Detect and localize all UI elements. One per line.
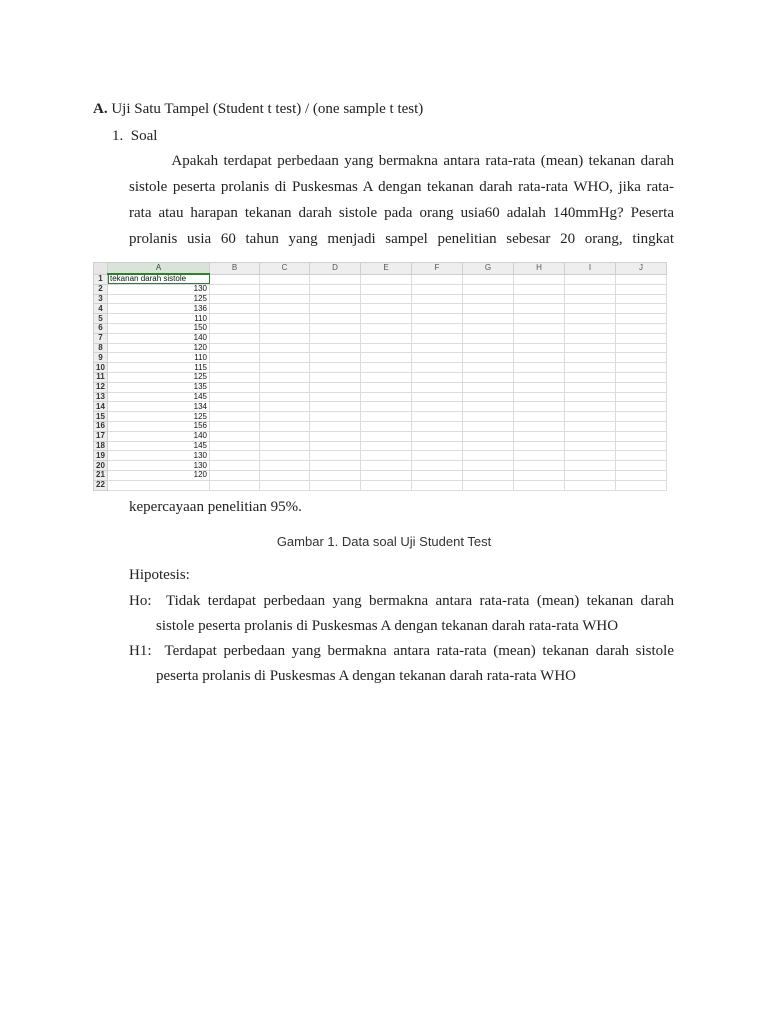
- column-header-b[interactable]: B: [210, 263, 260, 275]
- cell-value[interactable]: 145: [108, 392, 210, 402]
- empty-cell[interactable]: [412, 333, 463, 343]
- empty-cell[interactable]: [361, 274, 412, 284]
- empty-cell[interactable]: [361, 392, 412, 402]
- empty-cell[interactable]: [463, 333, 514, 343]
- empty-cell[interactable]: [463, 421, 514, 431]
- row-header[interactable]: 9: [94, 353, 108, 363]
- empty-cell[interactable]: [310, 353, 361, 363]
- empty-cell[interactable]: [463, 274, 514, 284]
- empty-cell[interactable]: [210, 451, 260, 461]
- empty-cell[interactable]: [616, 480, 667, 490]
- empty-cell[interactable]: [361, 372, 412, 382]
- empty-cell[interactable]: [463, 304, 514, 314]
- empty-cell[interactable]: [260, 402, 310, 412]
- empty-cell[interactable]: [463, 461, 514, 471]
- section-label: A.: [93, 101, 108, 117]
- empty-cell[interactable]: [260, 431, 310, 441]
- row-header[interactable]: 21: [94, 470, 108, 480]
- column-header-e[interactable]: E: [361, 263, 412, 275]
- h0-line: Ho: Tidak terdapat perbedaan yang bermakna antara rata-rata (mean) tekanan darah: [129, 593, 674, 609]
- cell-value[interactable]: 135: [108, 382, 210, 392]
- empty-cell[interactable]: [210, 353, 260, 363]
- empty-cell[interactable]: [565, 304, 616, 314]
- table-row: [94, 294, 667, 304]
- table-row: [94, 470, 667, 480]
- empty-cell[interactable]: [260, 461, 310, 471]
- empty-cell[interactable]: [616, 451, 667, 461]
- table-row: [94, 461, 667, 471]
- column-header-c[interactable]: C: [260, 263, 310, 275]
- row-header[interactable]: 18: [94, 441, 108, 451]
- table-row: [94, 441, 667, 451]
- empty-cell[interactable]: [260, 470, 310, 480]
- empty-cell[interactable]: [210, 402, 260, 412]
- table-row: [94, 412, 667, 422]
- empty-cell[interactable]: [412, 412, 463, 422]
- empty-cell[interactable]: [260, 412, 310, 422]
- empty-cell[interactable]: [210, 461, 260, 471]
- empty-cell[interactable]: [514, 480, 565, 490]
- h1-line: peserta prolanis di Puskesmas A dengan tekanan darah rata-rata WHO: [156, 668, 576, 684]
- empty-cell[interactable]: [514, 470, 565, 480]
- row-header[interactable]: 11: [94, 372, 108, 382]
- empty-cell[interactable]: [616, 294, 667, 304]
- empty-cell[interactable]: [616, 470, 667, 480]
- empty-cell[interactable]: [260, 392, 310, 402]
- empty-cell[interactable]: [412, 343, 463, 353]
- select-all-corner[interactable]: [94, 263, 108, 275]
- table-row: [94, 480, 667, 490]
- question-paragraph: [129, 148, 674, 252]
- cell-value[interactable]: 120: [108, 470, 210, 480]
- empty-cell[interactable]: [260, 372, 310, 382]
- empty-cell[interactable]: [463, 353, 514, 363]
- empty-cell[interactable]: [412, 323, 463, 333]
- row-header[interactable]: 7: [94, 333, 108, 343]
- empty-cell[interactable]: [260, 323, 310, 333]
- column-header-j[interactable]: J: [616, 263, 667, 275]
- empty-cell[interactable]: [616, 284, 667, 294]
- empty-cell[interactable]: [616, 392, 667, 402]
- empty-cell[interactable]: [412, 353, 463, 363]
- empty-cell[interactable]: [514, 274, 565, 284]
- empty-cell[interactable]: [514, 294, 565, 304]
- empty-cell[interactable]: [260, 333, 310, 343]
- empty-cell[interactable]: [260, 284, 310, 294]
- cell-value[interactable]: 140: [108, 333, 210, 343]
- empty-cell[interactable]: [260, 314, 310, 324]
- question-line: prolanis usia 60 tahun yang menjadi sampel penelitian sebesar 20 orang, tingkat: [129, 231, 674, 247]
- empty-cell[interactable]: [463, 431, 514, 441]
- empty-cell[interactable]: [412, 314, 463, 324]
- row-header[interactable]: 5: [94, 314, 108, 324]
- cell-value[interactable]: 134: [108, 402, 210, 412]
- empty-cell[interactable]: [210, 323, 260, 333]
- empty-cell[interactable]: [616, 431, 667, 441]
- empty-cell[interactable]: [514, 372, 565, 382]
- row-header[interactable]: 1: [94, 274, 108, 284]
- question-continuation: [129, 494, 674, 520]
- empty-cell[interactable]: [514, 441, 565, 451]
- empty-cell[interactable]: [565, 431, 616, 441]
- empty-cell[interactable]: [310, 441, 361, 451]
- empty-cell[interactable]: [514, 461, 565, 471]
- hypothesis-title: Hipotesis:: [129, 567, 190, 583]
- empty-cell[interactable]: [310, 392, 361, 402]
- empty-cell[interactable]: [361, 470, 412, 480]
- empty-cell[interactable]: [616, 333, 667, 343]
- empty-cell[interactable]: [565, 353, 616, 363]
- empty-cell[interactable]: [616, 274, 667, 284]
- empty-cell[interactable]: [412, 372, 463, 382]
- table-row: [94, 392, 667, 402]
- empty-cell[interactable]: [361, 421, 412, 431]
- subsection-label: 1.: [112, 128, 124, 144]
- empty-cell[interactable]: [412, 363, 463, 373]
- empty-cell[interactable]: [412, 304, 463, 314]
- empty-cell[interactable]: [210, 441, 260, 451]
- empty-cell[interactable]: [565, 372, 616, 382]
- empty-cell[interactable]: [361, 402, 412, 412]
- cell-value[interactable]: 130: [108, 461, 210, 471]
- hypothesis-h0: [129, 589, 674, 639]
- empty-cell[interactable]: [310, 470, 361, 480]
- empty-cell[interactable]: [412, 451, 463, 461]
- empty-cell[interactable]: [514, 284, 565, 294]
- row-header[interactable]: 4: [94, 304, 108, 314]
- empty-cell[interactable]: [260, 274, 310, 284]
- empty-cell[interactable]: [463, 441, 514, 451]
- empty-cell[interactable]: [514, 431, 565, 441]
- row-header[interactable]: 10: [94, 363, 108, 373]
- empty-cell[interactable]: [210, 343, 260, 353]
- empty-cell[interactable]: [361, 343, 412, 353]
- table-row: [94, 343, 667, 353]
- table-row: [94, 431, 667, 441]
- empty-cell[interactable]: [565, 451, 616, 461]
- spreadsheet-table: [93, 262, 667, 491]
- empty-cell[interactable]: [616, 382, 667, 392]
- empty-cell[interactable]: [514, 323, 565, 333]
- empty-cell[interactable]: [616, 314, 667, 324]
- cell-value[interactable]: 120: [108, 343, 210, 353]
- empty-cell[interactable]: [260, 421, 310, 431]
- empty-cell[interactable]: [210, 314, 260, 324]
- empty-cell[interactable]: [108, 480, 210, 490]
- row-header[interactable]: 16: [94, 421, 108, 431]
- cell-value[interactable]: 110: [108, 314, 210, 324]
- cell-a1-header[interactable]: tekanan darah sistole: [108, 274, 210, 284]
- empty-cell[interactable]: [210, 412, 260, 422]
- empty-cell[interactable]: [565, 323, 616, 333]
- cell-value[interactable]: 125: [108, 412, 210, 422]
- spreadsheet-image: [93, 262, 675, 491]
- column-header-i[interactable]: I: [565, 263, 616, 275]
- empty-cell[interactable]: [210, 431, 260, 441]
- empty-cell[interactable]: [565, 441, 616, 451]
- empty-cell[interactable]: [210, 372, 260, 382]
- empty-cell[interactable]: [463, 382, 514, 392]
- row-header[interactable]: 13: [94, 392, 108, 402]
- row-header[interactable]: 15: [94, 412, 108, 422]
- column-header-g[interactable]: G: [463, 263, 514, 275]
- cell-value[interactable]: 130: [108, 284, 210, 294]
- empty-cell[interactable]: [412, 392, 463, 402]
- empty-cell[interactable]: [565, 421, 616, 431]
- empty-cell[interactable]: [514, 314, 565, 324]
- row-header[interactable]: 12: [94, 382, 108, 392]
- row-header[interactable]: 14: [94, 402, 108, 412]
- empty-cell[interactable]: [361, 480, 412, 490]
- empty-cell[interactable]: [210, 284, 260, 294]
- empty-cell[interactable]: [210, 480, 260, 490]
- empty-cell[interactable]: [310, 333, 361, 343]
- row-header[interactable]: 22: [94, 480, 108, 490]
- empty-cell[interactable]: [260, 382, 310, 392]
- empty-cell[interactable]: [210, 333, 260, 343]
- empty-cell[interactable]: [260, 294, 310, 304]
- empty-cell[interactable]: [361, 284, 412, 294]
- cell-value[interactable]: 145: [108, 441, 210, 451]
- cell-value[interactable]: 136: [108, 304, 210, 314]
- empty-cell[interactable]: [210, 274, 260, 284]
- empty-cell[interactable]: [310, 480, 361, 490]
- column-header-f[interactable]: F: [412, 263, 463, 275]
- empty-cell[interactable]: [310, 421, 361, 431]
- empty-cell[interactable]: [310, 343, 361, 353]
- empty-cell[interactable]: [616, 304, 667, 314]
- empty-cell[interactable]: [412, 480, 463, 490]
- empty-cell[interactable]: [260, 451, 310, 461]
- empty-cell[interactable]: [361, 333, 412, 343]
- hypothesis-h1: [129, 639, 674, 689]
- empty-cell[interactable]: [565, 392, 616, 402]
- column-header-d[interactable]: D: [310, 263, 361, 275]
- empty-cell[interactable]: [412, 294, 463, 304]
- cell-value[interactable]: 156: [108, 421, 210, 431]
- cell-value[interactable]: 130: [108, 451, 210, 461]
- question-line: kepercayaan penelitian 95%.: [129, 499, 302, 515]
- section-heading: [93, 101, 423, 118]
- row-header[interactable]: 3: [94, 294, 108, 304]
- empty-cell[interactable]: [361, 461, 412, 471]
- subsection-title: Soal: [130, 128, 158, 144]
- empty-cell[interactable]: [412, 382, 463, 392]
- empty-cell[interactable]: [361, 314, 412, 324]
- empty-cell[interactable]: [310, 402, 361, 412]
- empty-cell[interactable]: [514, 402, 565, 412]
- empty-cell[interactable]: [260, 480, 310, 490]
- empty-cell[interactable]: [463, 480, 514, 490]
- empty-cell[interactable]: [565, 363, 616, 373]
- cell-value[interactable]: 125: [108, 294, 210, 304]
- empty-cell[interactable]: [514, 421, 565, 431]
- empty-cell[interactable]: [463, 343, 514, 353]
- empty-cell[interactable]: [463, 372, 514, 382]
- empty-cell[interactable]: [310, 274, 361, 284]
- empty-cell[interactable]: [361, 323, 412, 333]
- empty-cell[interactable]: [616, 343, 667, 353]
- empty-cell[interactable]: [310, 431, 361, 441]
- empty-cell[interactable]: [565, 470, 616, 480]
- empty-cell[interactable]: [361, 431, 412, 441]
- table-row: [94, 323, 667, 333]
- empty-cell[interactable]: [565, 382, 616, 392]
- question-line: rata atau harapan tekanan darah sistole pada orang usia60 adalah 140mmHg? Peserta: [129, 205, 674, 221]
- empty-cell[interactable]: [310, 294, 361, 304]
- empty-cell[interactable]: [514, 451, 565, 461]
- empty-cell[interactable]: [463, 294, 514, 304]
- empty-cell[interactable]: [463, 284, 514, 294]
- empty-cell[interactable]: [514, 353, 565, 363]
- table-row: [94, 421, 667, 431]
- table-row: [94, 372, 667, 382]
- row-header[interactable]: 19: [94, 451, 108, 461]
- table-row: [94, 363, 667, 373]
- h0-line: sistole peserta prolanis di Puskesmas A dengan tekanan darah rata-rata WHO: [156, 618, 619, 634]
- empty-cell[interactable]: [412, 461, 463, 471]
- figure-caption: Gambar 1. Data soal Uji Student Test: [276, 534, 492, 549]
- table-row: [94, 274, 667, 284]
- empty-cell[interactable]: [514, 392, 565, 402]
- cell-value[interactable]: 125: [108, 372, 210, 382]
- empty-cell[interactable]: [616, 461, 667, 471]
- empty-cell[interactable]: [210, 304, 260, 314]
- empty-cell[interactable]: [616, 353, 667, 363]
- empty-cell[interactable]: [412, 441, 463, 451]
- empty-cell[interactable]: [361, 412, 412, 422]
- empty-cell[interactable]: [361, 304, 412, 314]
- empty-cell[interactable]: [616, 441, 667, 451]
- row-header[interactable]: 17: [94, 431, 108, 441]
- empty-cell[interactable]: [260, 353, 310, 363]
- table-row: [94, 382, 667, 392]
- empty-cell[interactable]: [310, 461, 361, 471]
- empty-cell[interactable]: [463, 451, 514, 461]
- empty-cell[interactable]: [463, 412, 514, 422]
- empty-cell[interactable]: [463, 323, 514, 333]
- section-title: Uji Satu Tampel (Student t test) / (one sample t test): [111, 101, 424, 117]
- empty-cell[interactable]: [310, 314, 361, 324]
- cell-value[interactable]: 150: [108, 323, 210, 333]
- empty-cell[interactable]: [310, 412, 361, 422]
- empty-cell[interactable]: [616, 363, 667, 373]
- empty-cell[interactable]: [463, 470, 514, 480]
- cell-value[interactable]: 140: [108, 431, 210, 441]
- empty-cell[interactable]: [260, 343, 310, 353]
- empty-cell[interactable]: [514, 304, 565, 314]
- empty-cell[interactable]: [565, 284, 616, 294]
- empty-cell[interactable]: [310, 323, 361, 333]
- empty-cell[interactable]: [361, 451, 412, 461]
- empty-cell[interactable]: [412, 274, 463, 284]
- empty-cell[interactable]: [310, 363, 361, 373]
- empty-cell[interactable]: [565, 333, 616, 343]
- empty-cell[interactable]: [361, 382, 412, 392]
- empty-cell[interactable]: [361, 441, 412, 451]
- empty-cell[interactable]: [565, 314, 616, 324]
- empty-cell[interactable]: [210, 363, 260, 373]
- table-row: [94, 451, 667, 461]
- table-row: [94, 353, 667, 363]
- empty-cell[interactable]: [412, 431, 463, 441]
- empty-cell[interactable]: [310, 372, 361, 382]
- empty-cell[interactable]: [565, 402, 616, 412]
- empty-cell[interactable]: [616, 421, 667, 431]
- cell-value[interactable]: 115: [108, 363, 210, 373]
- empty-cell[interactable]: [210, 294, 260, 304]
- empty-cell[interactable]: [310, 304, 361, 314]
- empty-cell[interactable]: [260, 304, 310, 314]
- empty-cell[interactable]: [565, 412, 616, 422]
- row-header[interactable]: 20: [94, 461, 108, 471]
- empty-cell[interactable]: [514, 412, 565, 422]
- table-row: [94, 284, 667, 294]
- column-header-a[interactable]: A: [108, 263, 210, 275]
- empty-cell[interactable]: [310, 451, 361, 461]
- empty-cell[interactable]: [210, 392, 260, 402]
- empty-cell[interactable]: [361, 294, 412, 304]
- empty-cell[interactable]: [514, 382, 565, 392]
- row-header[interactable]: 2: [94, 284, 108, 294]
- h1-line: H1: Terdapat perbedaan yang bermakna antara rata-rata (mean) tekanan darah sistole: [129, 643, 674, 659]
- empty-cell[interactable]: [210, 382, 260, 392]
- empty-cell[interactable]: [616, 412, 667, 422]
- empty-cell[interactable]: [463, 402, 514, 412]
- table-row: [94, 333, 667, 343]
- empty-cell[interactable]: [565, 294, 616, 304]
- empty-cell[interactable]: [310, 382, 361, 392]
- empty-cell[interactable]: [260, 441, 310, 451]
- empty-cell[interactable]: [514, 363, 565, 373]
- empty-cell[interactable]: [310, 284, 361, 294]
- empty-cell[interactable]: [361, 363, 412, 373]
- empty-cell[interactable]: [463, 363, 514, 373]
- empty-cell[interactable]: [361, 353, 412, 363]
- empty-cell[interactable]: [463, 314, 514, 324]
- row-header[interactable]: 8: [94, 343, 108, 353]
- empty-cell[interactable]: [514, 333, 565, 343]
- empty-cell[interactable]: [412, 421, 463, 431]
- question-line: sistole peserta prolanis di Puskesmas A dengan tekanan darah rata-rata WHO, jika rata-: [129, 179, 674, 195]
- table-row: [94, 314, 667, 324]
- column-header-h[interactable]: H: [514, 263, 565, 275]
- empty-cell[interactable]: [514, 343, 565, 353]
- empty-cell[interactable]: [412, 284, 463, 294]
- question-line: Apakah terdapat perbedaan yang bermakna antara rata-rata (mean) tekanan darah: [129, 153, 674, 169]
- cell-value[interactable]: 110: [108, 353, 210, 363]
- empty-cell[interactable]: [412, 470, 463, 480]
- subsection-heading: [112, 128, 157, 145]
- empty-cell[interactable]: [616, 323, 667, 333]
- empty-cell[interactable]: [565, 274, 616, 284]
- empty-cell[interactable]: [210, 421, 260, 431]
- empty-cell[interactable]: [260, 363, 310, 373]
- empty-cell[interactable]: [463, 392, 514, 402]
- empty-cell[interactable]: [616, 372, 667, 382]
- row-header[interactable]: 6: [94, 323, 108, 333]
- empty-cell[interactable]: [412, 402, 463, 412]
- empty-cell[interactable]: [565, 461, 616, 471]
- empty-cell[interactable]: [210, 470, 260, 480]
- table-row: [94, 304, 667, 314]
- table-row: [94, 402, 667, 412]
- empty-cell[interactable]: [616, 402, 667, 412]
- empty-cell[interactable]: [565, 480, 616, 490]
- empty-cell[interactable]: [565, 343, 616, 353]
